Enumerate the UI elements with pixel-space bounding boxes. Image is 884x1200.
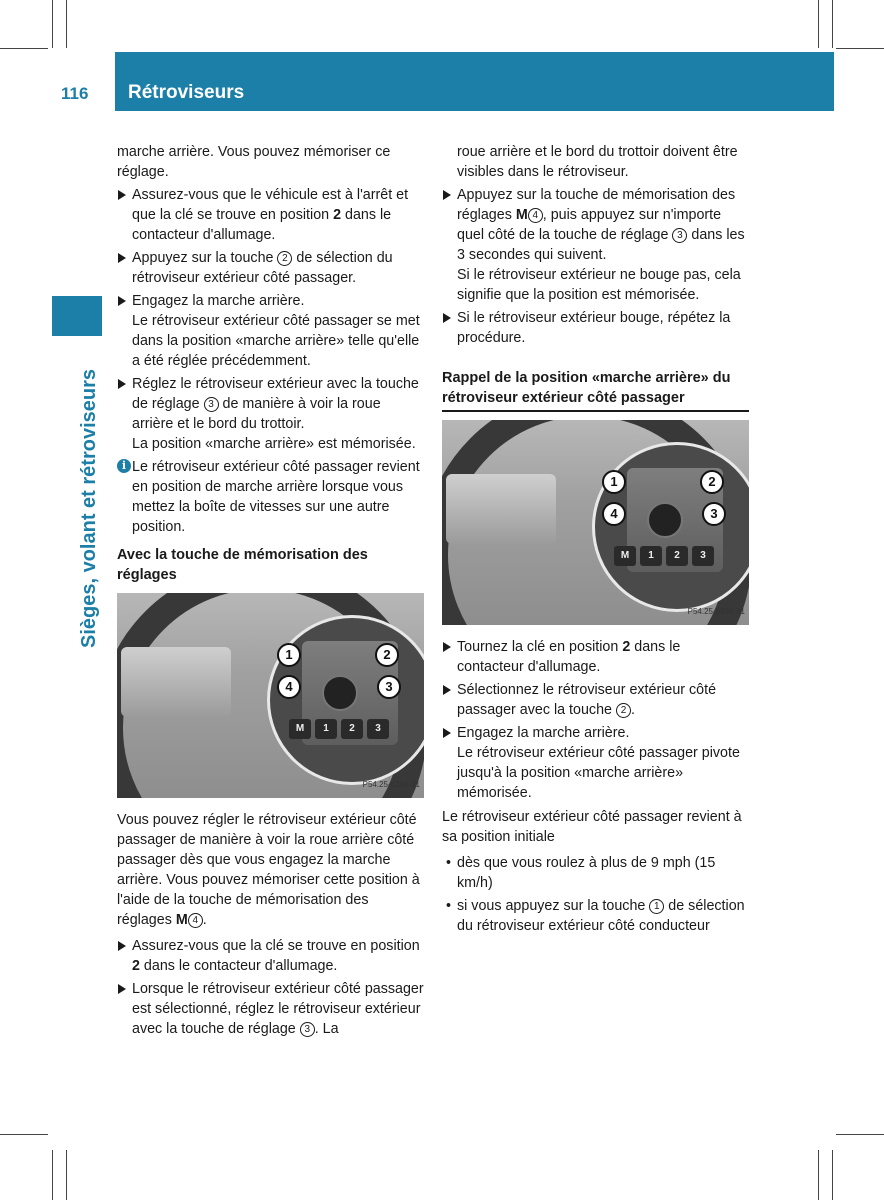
arrow-bullet-icon (443, 642, 451, 652)
instruction-step: Engagez la marche arrière. Le rétroviseur extérieur côté passager se met dans la position «marche arrière» telle qu'elle a été réglée précédemment. (117, 291, 424, 371)
callout-1: 1 (277, 643, 301, 667)
paragraph: marche arrière. Vous pouvez mémoriser ce réglage. (117, 144, 391, 180)
memory-1-button: 1 (315, 719, 337, 739)
list-item: • dès que vous roulez à plus de 9 mph (15 km/h) (446, 855, 716, 891)
figure-reference: P54.25-8394-31 (362, 780, 420, 789)
memory-m-button: M (614, 546, 636, 566)
paragraph: Vous pouvez régler le rétroviseur extérieur côté passager de manière à voir la roue arrière côté passager dès que vous engagez la marche arrière. Vous pouvez mémoriser cette position à l'aide de la touche de mémorisation des réglages M 4 . (117, 812, 420, 928)
callout-2: 2 (375, 643, 399, 667)
circled-number-icon: 2 (616, 703, 631, 718)
crop-mark (832, 1150, 833, 1200)
adjust-button (322, 675, 358, 711)
crop-mark (836, 1134, 884, 1135)
callout-3: 3 (377, 675, 401, 699)
arrow-bullet-icon (443, 313, 451, 323)
crop-mark (66, 1150, 67, 1200)
instruction-step: Assurez-vous que la clé se trouve en position 2 dans le contacteur d'allumage. (117, 936, 424, 976)
circled-number-icon: 4 (528, 208, 543, 223)
instruction-step: Assurez-vous que le véhicule est à l'arrêt et que la clé se trouve en position 2 dans le contacteur d'allumage. (117, 185, 424, 245)
memory-1-button: 1 (640, 546, 662, 566)
crop-mark (0, 48, 48, 49)
section-heading: Rappel de la position «marche arrière» du rétroviseur extérieur côté passager (442, 368, 749, 412)
info-note: i Le rétroviseur extérieur côté passager revient en position de marche arrière lorsque vous mettez la boîte de vitesses sur une autre position. (117, 457, 424, 537)
instruction-step: Tournez la clé en position 2 dans le contacteur d'allumage. (442, 637, 749, 677)
arrow-bullet-icon (118, 253, 126, 263)
arrow-bullet-icon (118, 379, 126, 389)
crop-mark (52, 0, 53, 48)
adjust-button (647, 502, 683, 538)
circled-number-icon: 3 (204, 397, 219, 412)
bullet-dot-icon: • (446, 898, 452, 914)
instruction-step: Appuyez sur la touche 2 de sélection du rétroviseur extérieur côté passager. (117, 248, 424, 288)
memory-button-photo (117, 593, 424, 798)
memory-2-button: 2 (341, 719, 363, 739)
callout-1: 1 (602, 470, 626, 494)
arrow-bullet-icon (443, 190, 451, 200)
crop-mark (832, 0, 833, 48)
instruction-step: Sélectionnez le rétroviseur extérieur côté passager avec la touche 2 . (442, 680, 749, 720)
callout-3: 3 (702, 502, 726, 526)
callout-4: 4 (277, 675, 301, 699)
instruction-step: Engagez la marche arrière. Le rétroviseur extérieur côté passager pivote jusqu'à la position «marche arrière» mémorisée. (442, 723, 749, 803)
circled-number-icon: 3 (672, 228, 687, 243)
section-heading: Avec la touche de mémorisation des réglages (117, 547, 368, 583)
page-number: 116 (61, 84, 89, 103)
memory-m-button: M (289, 719, 311, 739)
arrow-bullet-icon (118, 941, 126, 951)
section-tab (52, 296, 102, 336)
circled-number-icon: 2 (277, 251, 292, 266)
crop-mark (52, 1150, 53, 1200)
paragraph: roue arrière et le bord du trottoir doivent être visibles dans le rétroviseur. (457, 144, 738, 180)
arrow-bullet-icon (118, 984, 126, 994)
instruction-step: Lorsque le rétroviseur extérieur côté passager est sélectionné, réglez le rétroviseur extérieur avec la touche de réglage 3 . La (117, 979, 424, 1039)
arrow-bullet-icon (118, 190, 126, 200)
instruction-step: Si le rétroviseur extérieur bouge, répétez la procédure. (442, 308, 749, 348)
page-title: Rétroviseurs (128, 82, 245, 103)
crop-mark (0, 1134, 48, 1135)
crop-mark (818, 1150, 819, 1200)
column-right (442, 142, 749, 939)
figure-reference: P54.25-8394-31 (687, 607, 745, 616)
bullet-dot-icon: • (446, 855, 452, 871)
door-handle (121, 647, 231, 717)
callout-2: 2 (700, 470, 724, 494)
arrow-bullet-icon (443, 728, 451, 738)
crop-mark (818, 0, 819, 48)
arrow-bullet-icon (118, 296, 126, 306)
crop-mark (66, 0, 67, 48)
arrow-bullet-icon (443, 685, 451, 695)
circled-number-icon: 3 (300, 1022, 315, 1037)
instruction-step: Réglez le rétroviseur extérieur avec la touche de réglage 3 de manière à voir la roue arrière et le bord du trottoir. La position «marche arrière» est mémorisée. (117, 374, 424, 454)
section-label: Sièges, volant et rétroviseurs (78, 368, 100, 648)
paragraph: Le rétroviseur extérieur côté passager revient à sa position initiale (442, 809, 742, 845)
instruction-step: Appuyez sur la touche de mémorisation des réglages M 4 , puis appuyez sur n'importe quel côté de la touche de réglage 3 dans les 3 secondes qui suivent. Si le rétroviseur extérieur ne bouge pas, cela signifie que la position est mémorisée. (442, 185, 749, 305)
door-handle (446, 474, 556, 544)
circled-number-icon: 1 (649, 899, 664, 914)
info-icon: i (117, 459, 131, 473)
circled-number-icon: 4 (188, 913, 203, 928)
memory-button-photo (442, 420, 749, 625)
column-left (117, 142, 424, 1042)
crop-mark (836, 48, 884, 49)
callout-4: 4 (602, 502, 626, 526)
memory-2-button: 2 (666, 546, 688, 566)
memory-3-button: 3 (367, 719, 389, 739)
list-item: • si vous appuyez sur la touche 1 de sélection du rétroviseur extérieur côté conducteur (446, 898, 745, 934)
memory-3-button: 3 (692, 546, 714, 566)
